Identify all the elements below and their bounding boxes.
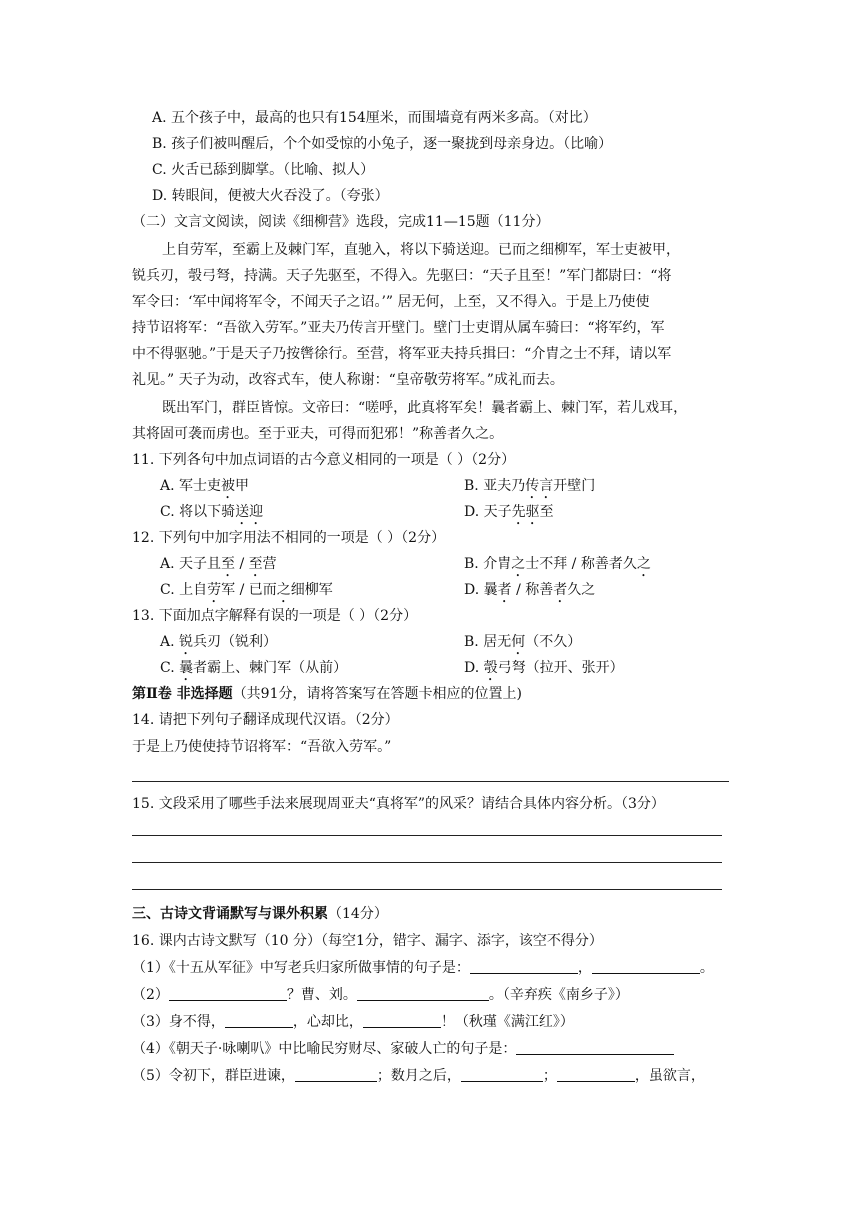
fill-blank[interactable]: [295, 1067, 377, 1082]
q12-option-c: C. 上自劳军 / 已而之细柳军: [160, 582, 333, 598]
fill-blank[interactable]: [357, 986, 489, 1001]
fill-blank[interactable]: [363, 1013, 441, 1028]
q11-option-b: B. 亚夫乃传言开壁门: [464, 478, 596, 494]
q11-stem: 11. 下列各句中加点词语的古今意义相同的一项是（ ）（2分）: [132, 452, 516, 468]
fill-blank[interactable]: [592, 959, 700, 974]
fill-blank[interactable]: [225, 1013, 293, 1028]
passage-line: 礼见。” 天子为动，改容式车，使人称谢：“皇帝敬劳将军。”成礼而去。: [132, 372, 564, 388]
q15-answer-line[interactable]: [132, 862, 722, 863]
q14-stem: 14. 请把下列句子翻译成现代汉语。（2分）: [132, 712, 399, 728]
q13-option-b: B. 居无何（不久）: [464, 634, 582, 650]
passage-line: 持节诏将军：“吾欲入劳军。”亚夫乃传言开壁门。壁门士吏谓从属车骑曰：“将军约，军: [132, 320, 665, 336]
q13-option-c: C. 曩者霸上、棘门军（从前）: [160, 660, 348, 676]
q13-option-d: D. 彀弓弩（拉开、张开）: [464, 660, 624, 676]
q11-option-a: A. 军士吏被甲: [160, 478, 250, 494]
q13-option-a: A. 锐兵刃（锐利）: [160, 634, 278, 650]
passage-line: 锐兵刃，彀弓弩，持满。天子先驱至，不得入。先驱曰：“天子且至！”军门都尉曰：“将: [132, 268, 672, 284]
part-two-heading: [132, 684, 522, 704]
section-two-title: （二）文言文阅读，阅读《细柳营》选段，完成11—15题（11分）: [132, 214, 550, 230]
q15-answer-line[interactable]: [132, 889, 722, 890]
fill-blank[interactable]: [557, 1067, 635, 1082]
q14-answer-line[interactable]: [132, 781, 729, 782]
section-three-points: （14分）: [328, 906, 388, 922]
q10-option-a: A. 五个孩子中，最高的也只有154厘米，而围墙竟有两米多高。（对比）: [152, 110, 597, 126]
q11-option-c: C. 将以下骑送迎: [160, 504, 264, 520]
q10-option-c: C. 火舌已舔到脚掌。（比喻、拟人）: [152, 162, 375, 178]
part-two-title: 第Ⅱ卷 非选择题: [132, 686, 233, 702]
q16-item-1: （1）《十五从军征》中写老兵归家所做事情的句子是： ， 。: [132, 960, 714, 976]
fill-blank[interactable]: [516, 1040, 674, 1055]
passage-line: 其将固可袭而虏也。至于亚夫，可得而犯邪！”称善者久之。: [132, 426, 504, 442]
q14-sentence: 于是上乃使使持节诏将军：“吾欲入劳军。”: [132, 739, 392, 755]
q16-item-2: （2） ？曹、刘。 。（辛弃疾《南乡子》）: [132, 987, 629, 1003]
section-three-title: 三、古诗文背诵默写与课外积累: [132, 906, 328, 922]
q16-item-4: （4）《朝天子·咏喇叭》中比喻民穷财尽、家破人亡的句子是：: [132, 1039, 674, 1059]
section-three-heading: [132, 904, 388, 924]
q16-stem: 16. 课内古诗文默写（10 分）（每空1分，错字、漏字、添字，该空不得分）: [132, 933, 603, 949]
q10-option-d: D. 转眼间，便被大火吞没了。（夸张）: [152, 188, 389, 204]
passage-line: 上自劳军，至霸上及棘门军，直驰入，将以下骑送迎。已而之细柳军，军士吏被甲，: [162, 242, 680, 258]
q12-option-b: B. 介胄之士不拜 / 称善者久之: [464, 556, 651, 572]
q12-option-d: D. 曩者 / 称善者久之: [464, 582, 596, 598]
fill-blank[interactable]: [169, 986, 287, 1001]
q10-option-b: B. 孩子们被叫醒后，个个如受惊的小兔子，逐一聚拢到母亲身边。（比喻）: [152, 136, 613, 152]
fill-blank[interactable]: [470, 959, 578, 974]
q12-stem: 12. 下列句中加字用法不相同的一项是（ ）（2分）: [132, 530, 446, 546]
q12-option-a: A. 天子且至 / 至营: [160, 556, 277, 572]
q16-item-3: （3）身不得， ，心却比， ！（秋瑾《满江红》）: [132, 1014, 574, 1030]
passage-line: 既出军门，群臣皆惊。文帝曰：“嗟呼，此真将军矣！曩者霸上、棘门军，若儿戏耳，: [162, 400, 688, 416]
part-two-note: （共91分，请将答案写在答题卡相应的位置上): [232, 686, 522, 702]
q15-stem: 15. 文段采用了哪些手法来展现周亚夫“真将军”的风采？请结合具体内容分析。（3分）: [132, 796, 665, 812]
q13-stem: 13. 下面加点字解释有误的一项是（ ）（2分）: [132, 608, 418, 624]
q15-answer-line[interactable]: [132, 835, 722, 836]
q11-option-d: D. 天子先驱至: [464, 504, 554, 520]
passage-line: 中不得驱驰。”于是天子乃按辔徐行。至营，将军亚夫持兵揖曰：“介胄之士不拜，请以军: [132, 346, 672, 362]
fill-blank[interactable]: [461, 1067, 543, 1082]
q16-item-5: （5）令初下，群臣进谏， ；数月之后， ； ，虽欲言，: [132, 1068, 705, 1084]
passage-line: 军令曰：‘军中闻将军令，不闻天子之诏。’” 居无何，上至，又不得入。于是上乃使使: [132, 294, 650, 310]
